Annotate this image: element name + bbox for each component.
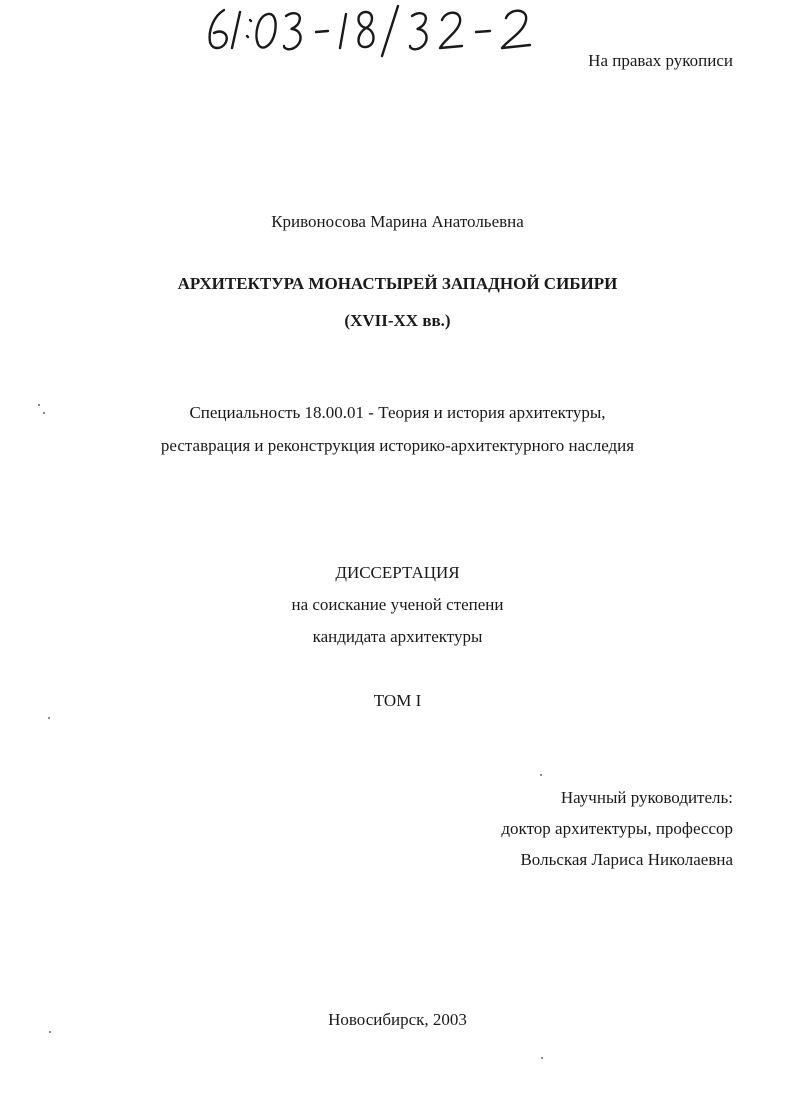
scan-speck xyxy=(43,412,45,414)
author-name: Кривоносова Марина Анатольевна xyxy=(271,212,524,231)
dissertation-label: ДИССЕРТАЦИЯ xyxy=(335,563,460,582)
place-and-year: Новосибирск, 2003 xyxy=(328,1010,467,1029)
specialty-line-2: реставрация и реконструкция историко-архитектурного наследия xyxy=(160,436,635,455)
scan-speck xyxy=(48,717,50,719)
scan-speck xyxy=(38,404,40,406)
degree-line-1: на соискание ученой степени xyxy=(291,595,504,614)
supervisor-label: Научный руководитель: xyxy=(560,788,733,807)
scan-speck xyxy=(541,1057,543,1059)
degree-line-2: кандидата архитектуры xyxy=(312,627,483,646)
volume-label: ТОМ I xyxy=(373,691,422,710)
supervisor-degree: доктор архитектуры, профессор xyxy=(501,819,733,838)
scan-speck xyxy=(49,1031,51,1033)
specialty-line-1: Специальность 18.00.01 - Теория и история архитектуры, xyxy=(189,403,606,422)
dissertation-title: АРХИТЕКТУРА МОНАСТЫРЕЙ ЗАПАДНОЙ СИБИРИ xyxy=(177,274,618,293)
dissertation-period: (XVII-XX вв.) xyxy=(344,311,451,330)
supervisor-name: Вольская Лариса Николаевна xyxy=(520,850,733,869)
handwritten-archive-number-drawing xyxy=(200,2,590,58)
scan-speck xyxy=(540,774,542,776)
handwritten-archive-number xyxy=(200,2,590,58)
manuscript-rights-note: На правах рукописи xyxy=(588,51,733,70)
